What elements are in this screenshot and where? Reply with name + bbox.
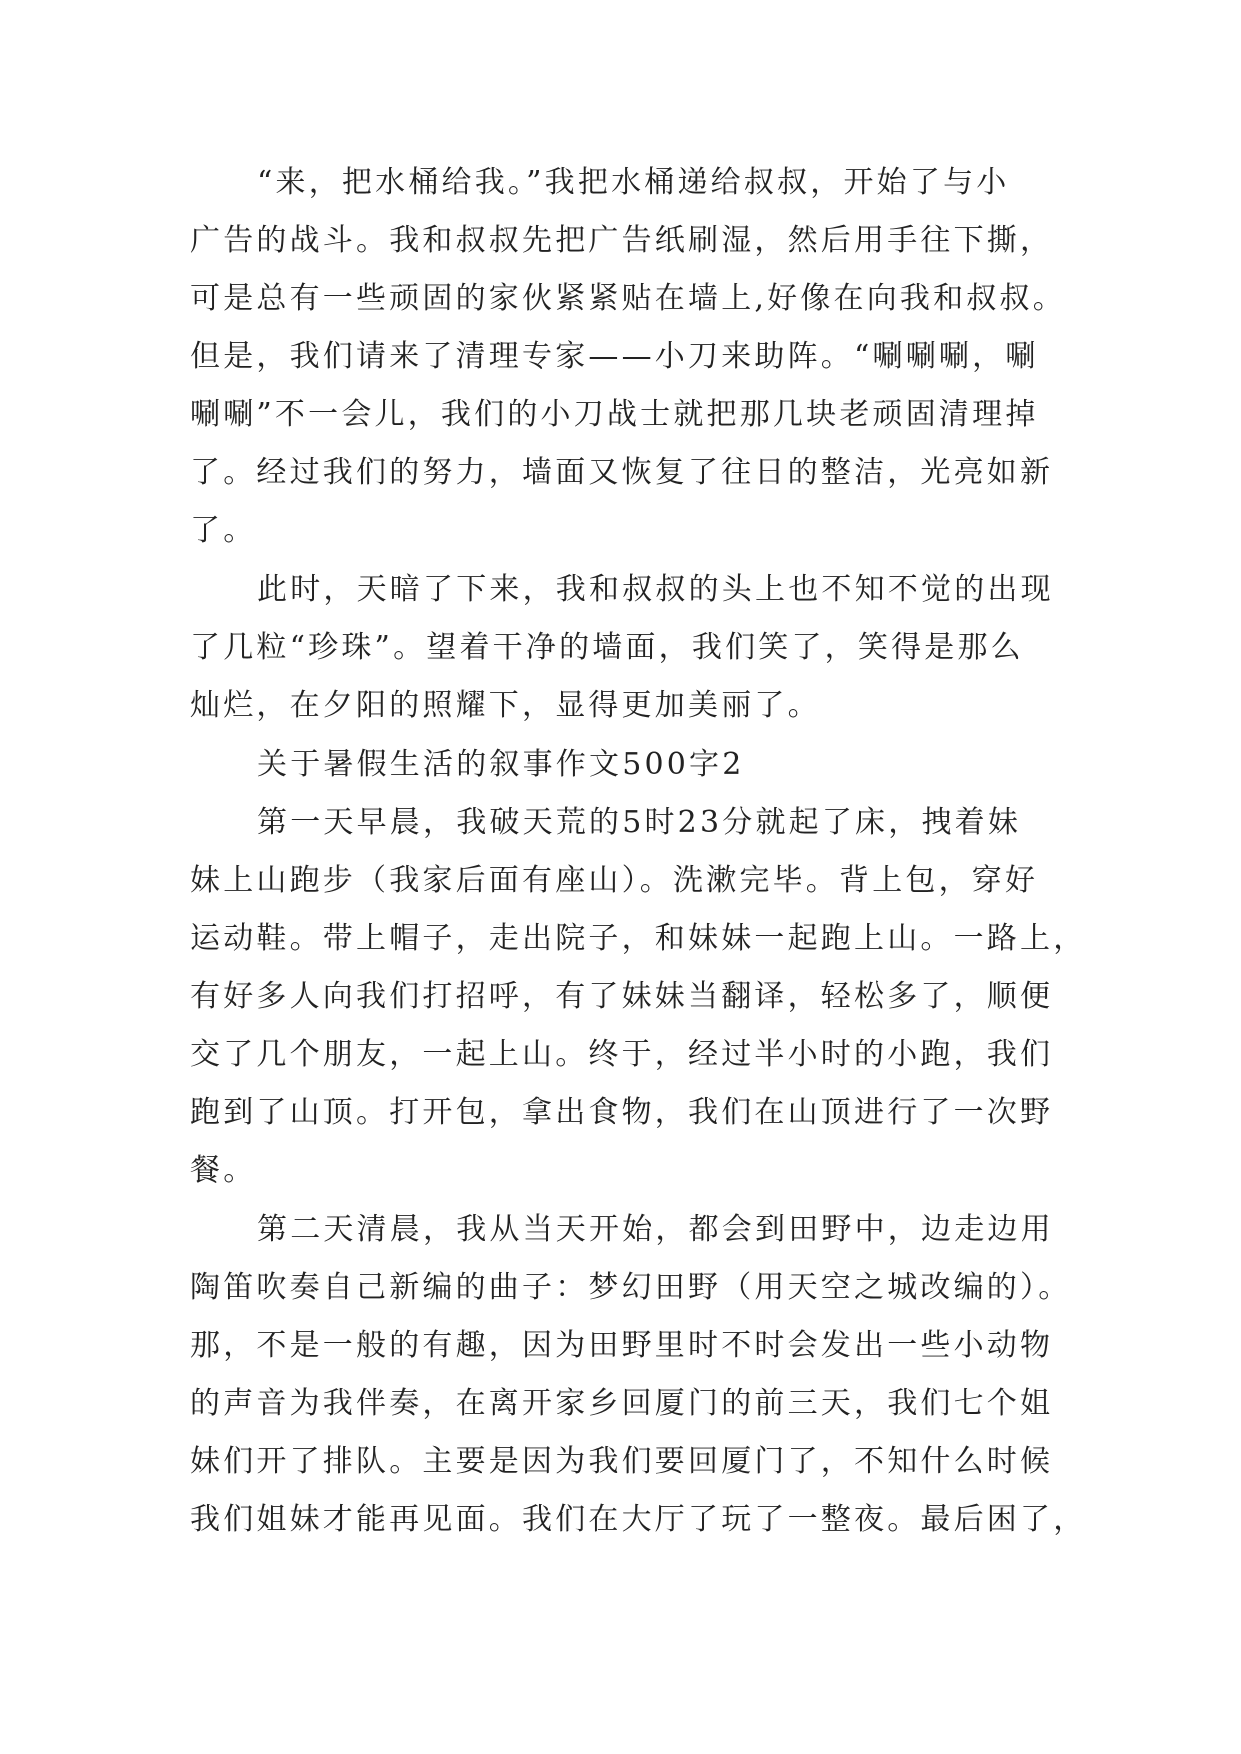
text-line: 广告的战斗。我和叔叔先把广告纸刷湿，然后用手往下撕， bbox=[190, 223, 1054, 258]
text-line: 了。经过我们的努力，墙面又恢复了往日的整洁，光亮如新 bbox=[190, 455, 1054, 490]
text-line: 第二天清晨，我从当天开始，都会到田野中，边走边用 bbox=[257, 1212, 1054, 1247]
text-line: 交了几个朋友，一起上山。终于，经过半小时的小跑，我们 bbox=[190, 1037, 1054, 1072]
text-line: 跑到了山顶。打开包，拿出食物，我们在山顶进行了一次野 bbox=[190, 1095, 1054, 1130]
text-line: 了几粒“珍珠”。望着干净的墙面，我们笑了，笑得是那么 bbox=[190, 630, 1024, 665]
text-line: 的声音为我伴奏，在离开家乡回厦门的前三天，我们七个姐 bbox=[190, 1386, 1054, 1421]
text-line: 唰唰”不一会儿，我们的小刀战士就把那几块老顽固清理掉 bbox=[190, 397, 1039, 432]
text-line: 了。 bbox=[190, 513, 257, 548]
text-line: 我们姐妹才能再见面。我们在大厅了玩了一整夜。最后困了， bbox=[190, 1502, 1087, 1537]
text-line: 第一天早晨，我破天荒的5时23分就起了床，拽着妹 bbox=[257, 805, 1022, 840]
text-line: 陶笛吹奏自己新编的曲子：梦幻田野（用天空之城改编的）。 bbox=[190, 1270, 1072, 1305]
text-line: 灿烂，在夕阳的照耀下，显得更加美丽了。 bbox=[190, 688, 821, 723]
text-line: “来，把水桶给我。”我把水桶递给叔叔，开始了与小 bbox=[257, 165, 1010, 200]
text-line: 妹上山跑步（我家后面有座山）。洗漱完毕。背上包，穿好 bbox=[190, 863, 1039, 898]
text-line: 可是总有一些顽固的家伙紧紧贴在墙上,好像在向我和叔叔。 bbox=[190, 281, 1066, 316]
text-line: 此时，天暗了下来，我和叔叔的头上也不知不觉的出现 bbox=[257, 572, 1054, 607]
text-line: 但是，我们请来了清理专家——小刀来助阵。“唰唰唰，唰 bbox=[190, 339, 1039, 374]
text-line: 妹们开了排队。主要是因为我们要回厦门了，不知什么时候 bbox=[190, 1444, 1054, 1479]
text-line: 那，不是一般的有趣，因为田野里时不时会发出一些小动物 bbox=[190, 1328, 1054, 1363]
section-heading: 关于暑假生活的叙事作文500字2 bbox=[257, 747, 745, 782]
text-line: 餐。 bbox=[190, 1153, 257, 1188]
text-line: 有好多人向我们打招呼，有了妹妹当翻译，轻松多了，顺便 bbox=[190, 979, 1054, 1014]
text-line: 运动鞋。带上帽子，走出院子，和妹妹一起跑上山。一路上， bbox=[190, 921, 1087, 956]
